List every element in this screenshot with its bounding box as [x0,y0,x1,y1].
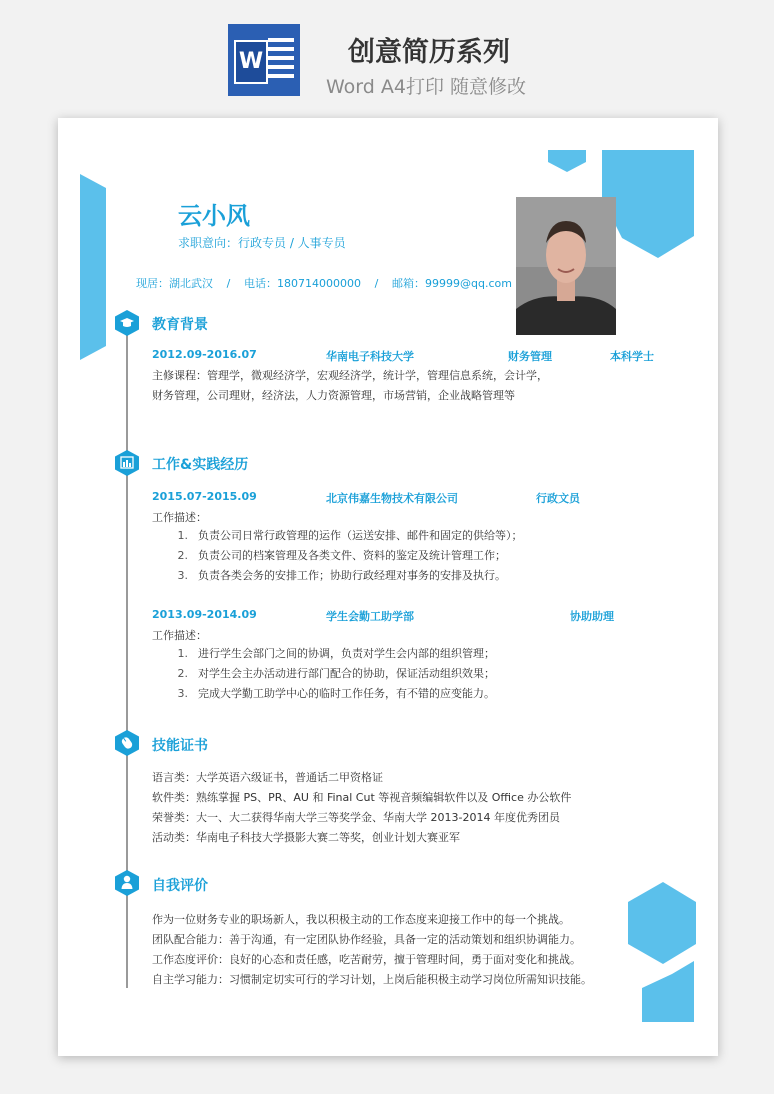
education-title: 教育背景 [152,317,208,333]
list-item: 2. 对学生会主办活动进行部门配合的协助，保证活动组织效果； [177,667,495,680]
education-section-icon-wrap [115,310,139,340]
job-desc-label: 工作描述： [152,511,207,524]
self-eval-line: 自主学习能力：习惯制定切实可行的学习计划，上岗后能积极主动学习岗位所需知识技能。 [152,973,592,986]
job-org: 学生会勤工助学部 [326,610,414,623]
education-courses-line2: 财务管理，公司理财，经济法，人力资源管理，市场营销，企业战略管理等 [152,389,515,402]
job-desc-label: 工作描述： [152,629,207,642]
self-eval-line: 团队配合能力：善于沟通，有一定团队协作经验，具备一定的活动策划和组织协调能力。 [152,933,581,946]
education-courses-line1: 主修课程：管理学，微观经济学，宏观经济学，统计学，管理信息系统，会计学， [152,369,548,382]
bar-chart-icon [115,450,139,476]
job-period: 2015.07-2015.09 [152,490,257,503]
work-title: 工作&实践经历 [152,457,249,473]
skills-section-icon-wrap [115,730,139,760]
self-eval-line: 工作态度评价：良好的心态和责任感，吃苦耐劳，擅于管理时间，勇于面对变化和挑战。 [152,953,581,966]
skills-line: 活动类：华南电子科技大学摄影大赛二等奖，创业计划大赛亚军 [152,831,460,844]
education-degree: 本科学士 [610,350,654,363]
self-eval-line: 作为一位财务专业的职场新人，我以积极主动的工作态度来迎接工作中的每一个挑战。 [152,913,570,926]
left-parallelogram-shape [80,174,106,360]
list-item: 1. 进行学生会部门之间的协调，负责对学生会内部的组织管理； [177,647,495,660]
self-eval-title: 自我评价 [152,878,208,894]
profile-photo [516,197,616,335]
list-item: 3. 负责各类会务的安排工作；协助行政经理对事务的安排及执行。 [177,569,506,582]
self-eval-section-icon-wrap [115,870,139,900]
skills-line: 荣誉类：大一、大二获得华南大学三等奖学金、华南大学 2013-2014 年度优秀团员 [152,811,560,824]
list-item: 1. 负责公司日常行政管理的运作（运送安排、邮件和固定的供给等）； [177,529,523,542]
contact-phone: 电话：180714000000 [244,277,361,290]
education-school: 华南电子科技大学 [326,350,414,363]
graduation-cap-icon [115,310,139,336]
job-intent: 求职意向：行政专员 / 人事专员 [178,236,346,250]
person-icon [115,870,139,896]
skills-line: 语言类：大学英语六级证书，普通话二甲资格证 [152,771,383,784]
contact-location: 现居：湖北武汉 [136,277,213,290]
work-section-icon-wrap [115,450,139,480]
contact-email: 邮箱：99999@qq.com [391,277,512,290]
profile-photo-portrait [516,197,616,335]
contact-separator: / [374,277,379,290]
candidate-name: 云小风 [178,202,250,230]
word-logo-icon [228,24,300,96]
contact-separator: / [226,277,231,290]
word-logo-lines [268,38,294,82]
skills-line: 软件类：熟练掌握 PS、PR、AU 和 Final Cut 等视音频编辑软件以及 Office 办公软件 [152,791,572,804]
mouse-icon [115,730,139,756]
education-major: 财务管理 [508,350,552,363]
job-role: 行政文员 [536,492,580,505]
series-subtitle: Word A4打印 随意修改 [326,76,527,98]
job-duty-list [152,644,495,704]
list-item: 3. 完成大学勤工助学中心的临时工作任务，有不错的应变能力。 [177,687,495,700]
resume-page [58,118,718,1056]
bottom-right-trapezoid-shape [642,961,694,1022]
job-period: 2013.09-2014.09 [152,608,257,621]
education-period: 2012.09-2016.07 [152,348,257,361]
small-trapezoid-shape [548,150,586,172]
list-item: 2. 负责公司的档案管理及各类文件、资料的鉴定及统计管理工作； [177,549,506,562]
job-org: 北京伟嘉生物技术有限公司 [326,492,458,505]
contact-line [136,275,512,291]
job-duty-list [152,526,523,586]
job-role: 协助助理 [570,610,614,623]
series-title: 创意简历系列 [348,37,510,68]
word-logo-letter: W [234,40,268,84]
skills-title: 技能证书 [152,738,208,754]
bottom-right-hexagon-shape [628,882,696,964]
